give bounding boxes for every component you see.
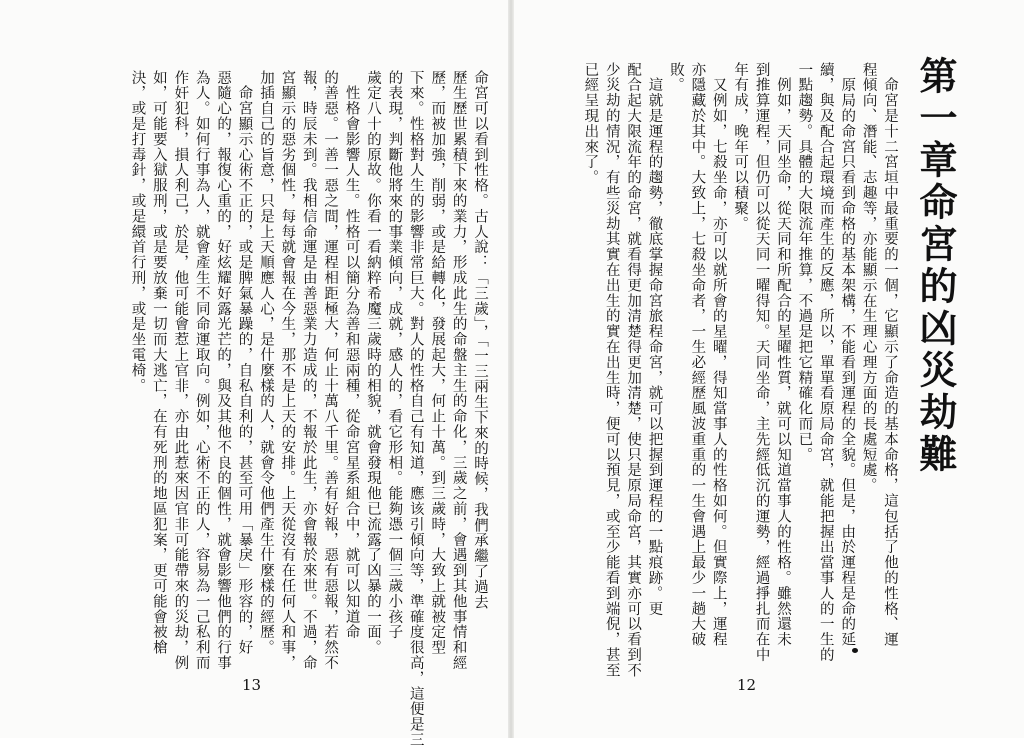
right-page-number: 12 bbox=[737, 676, 757, 694]
left-page-body-text: 命宮可以看到性格。古人說：「三歲」，「一三兩生下來的時候，我們承繼了過去 歷生歷世累積下來的業力，形成此生的命盤主生的命化，三歲之前，會遇到其他事情和經 歷，而被加強，削弱，或是給轉化，發展起大，何止十萬。到三歲時，大致上就被定型 下來。性格對人生的影響非常巨大。對人的性格自己有知道，應该引傾向等，準確度很高，這便是三 的表現，判斷他將來的事業傾向，成就，感人的，看它形相。能夠憑一個三歲小孩子 歲定八十的原故。你看一看納粹希魔三歲時的相貌，就會發現他已流露了凶暴的一面。 性格會影響人生。性格可以簡分為善和惡兩種，從命宮星系組合中，就可以知道命 的善惡。一善一惡之間，運程相距極大，何止十萬八千里。善有好報，惡有惡報，若然不 報，時辰未到。我相信命運是由善惡業力造成的，不報於此生，亦會報於來世。不過，命 宮顯示的惡劣個性，每每就會報在今生，那不是上天的安排。上天從沒有在任何人和事， 加插自己的旨意，只是上天順應人心，是什麼樣的人，就會令他們產生什麼樣的經歷。 命宮顯示心術不正的，或是脾氣暴躁的，自私自利的，甚至可用「暴戾」形容的，好 惡隨心的，報復心重的，好炫耀好露光芒的，與及其他不良的個性，就會影響他們的行事 為人。如何行事為人，就會產生不同命運取向。例如，心術不正的人，容易為一己私利而 作奸犯科，損人利己，於是，他可能會惹上官非，亦由此惹來因官非可能帶來的災劫，例 如，可能要入獄服刑，或是要放棄一切而大逃亡，在有死刑的地區犯案，更可能會被槍 決，或是打毒針，或是繯首行刑，或是坐電椅。 bbox=[129, 70, 488, 748]
chapter-label: 第一章 bbox=[913, 56, 958, 182]
chapter-heading bbox=[912, 56, 958, 476]
left-page-number: 13 bbox=[242, 676, 262, 694]
ink-speck bbox=[852, 648, 858, 653]
chapter-title: 命宮的凶災劫難 bbox=[913, 182, 958, 476]
left-page bbox=[0, 0, 510, 748]
right-page-body-text: 命宮是十二宮垣中最重要的一個，它顯示了命造的基本命格，這包括了他的性格、運 程傾向、潛能、志趣等，亦能顯示在生理心理方面的長處短處。 原局的命宮只看到命格的基本架構，不能看到運程的全貌。但是，由於運程是命的延 續，與及配合起環境而產生的反應，所以，單單看原局命宮，就能把握出當事人的一生的 一點趨勢。具體的大限流年推算，不過是把它精確化而已。 例如，天同坐命，從天同和所配合的星曜性質，就可以知道當事人的性格。雖然還未 到推算運程，但仍可以從天同一曜得知。天同坐命，主先經低沉的運勢，經過掙扎而在中 年有成，晚年可以積聚。 又例如，七殺坐命，亦可以就所會的星曜，得知當事人的性格如何。但實際上，運程 亦隱藏於其中。大致上，七殺坐命者，一生必經歷風波重重的一生會遇上最少一趟大破 敗。 這就是運程的趨勢，徹底掌握命宮旅程命宮，就可以把握到運程的一點痕跡。更 配合起大限流年的命宮，就看得更加清楚得更加清楚，使只是原局命宮，其實亦可以看到不 少災劫的情況，有些災劫其實在出生的實在出生時，便可以預見，或至少能看到端倪，甚至 已經呈現出來了。 bbox=[582, 62, 898, 678]
right-page bbox=[512, 0, 1024, 738]
